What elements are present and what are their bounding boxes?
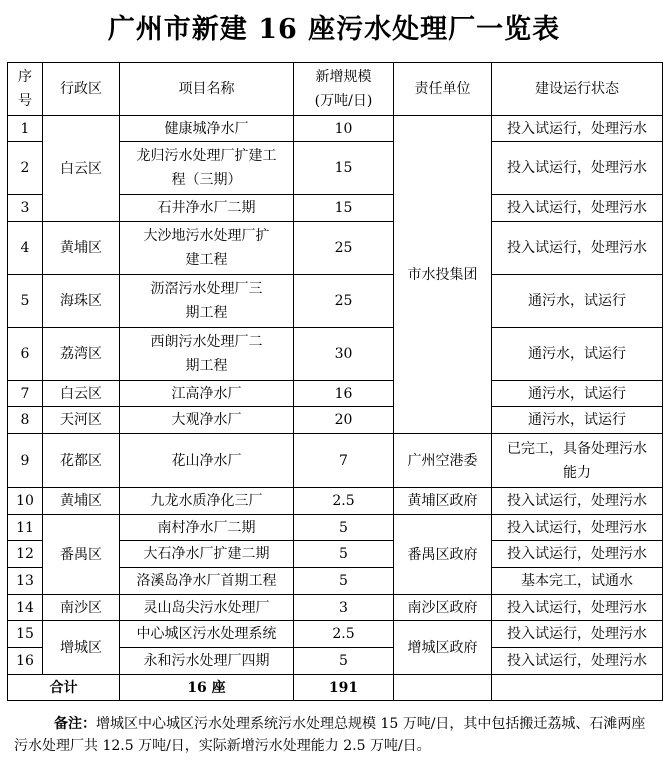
cell-status: 投入试运行，处理污水 [492,116,663,142]
header-capacity: 新增规模(万吨/日) [294,63,394,116]
cell-seq: 14 [8,595,43,621]
cell-seq: 7 [8,381,43,407]
cell-status: 投入试运行，处理污水 [492,595,663,621]
cell-seq: 3 [8,195,43,222]
cell-status: 投入试运行，处理污水 [492,222,663,275]
cell-seq: 15 [8,621,43,648]
cell-capacity: 15 [294,142,394,195]
cell-seq: 13 [8,568,43,595]
header-status: 建设运行状态 [492,63,663,116]
footnote-label: 备注： [54,716,96,732]
cell-project: 大沙地污水处理厂扩建工程 [120,222,294,275]
cell-status: 通污水，试运行 [492,275,663,328]
table-row [8,621,663,648]
cell-district: 南沙区 [43,595,120,621]
cell-status: 投入试运行，处理污水 [492,142,663,195]
table-row [8,515,663,541]
cell-seq: 12 [8,541,43,568]
table-row [8,328,663,381]
cell-unit: 广州空港委 [394,434,492,488]
cell-unit: 增城区政府 [394,621,492,675]
cell-project: 大石净水厂扩建二期 [120,541,294,568]
cell-status: 通污水，试运行 [492,381,663,407]
table-row [8,488,663,515]
cell-project: 健康城净水厂 [120,116,294,142]
cell-district: 黄埔区 [43,488,120,515]
cell-project: 花山净水厂 [120,434,294,488]
cell-capacity: 30 [294,328,394,381]
cell-capacity: 5 [294,648,394,675]
cell-status: 通污水，试运行 [492,328,663,381]
table-row [8,222,663,275]
header-district: 行政区 [43,63,120,116]
cell-capacity: 15 [294,195,394,222]
cell-project: 沥滘污水处理厂三期工程 [120,275,294,328]
total-status-empty [492,675,663,701]
cell-seq: 8 [8,407,43,434]
cell-seq: 10 [8,488,43,515]
cell-project: 洛溪岛净水厂首期工程 [120,568,294,595]
cell-status: 投入试运行，处理污水 [492,488,663,515]
cell-status: 通污水，试运行 [492,407,663,434]
cell-project: 石井净水厂二期 [120,195,294,222]
cell-unit: 南沙区政府 [394,595,492,621]
cell-status: 投入试运行，处理污水 [492,648,663,675]
total-label: 合计 [8,675,120,701]
cell-capacity: 16 [294,381,394,407]
cell-seq: 4 [8,222,43,275]
cell-seq: 9 [8,434,43,488]
cell-capacity: 5 [294,541,394,568]
cell-status: 投入试运行，处理污水 [492,515,663,541]
plant-table [7,62,663,701]
cell-seq: 11 [8,515,43,541]
footnote [14,713,654,757]
total-unit-empty [394,675,492,701]
cell-capacity: 25 [294,275,394,328]
cell-project: 中心城区污水处理系统 [120,621,294,648]
table-row [8,407,663,434]
cell-capacity: 7 [294,434,394,488]
cell-capacity: 5 [294,568,394,595]
table-row [8,381,663,407]
header-project: 项目名称 [120,63,294,116]
footnote-text: 增城区中心城区污水处理系统污水处理总规模 15 万吨/日，其中包括搬迁荔城、石滩两座污水处理厂共 12.5 万吨/日，实际新增污水处理能力 2.5 万吨/日。 [14,716,646,754]
cell-project: 九龙水质净化三厂 [120,488,294,515]
cell-project: 西朗污水处理厂二期工程 [120,328,294,381]
cell-capacity: 10 [294,116,394,142]
cell-status: 投入试运行，处理污水 [492,621,663,648]
cell-district: 海珠区 [43,275,120,328]
page-title: 广州市新建 16 座污水处理厂一览表 [107,14,561,45]
cell-capacity: 2.5 [294,621,394,648]
cell-project: 灵山岛尖污水处理厂 [120,595,294,621]
cell-seq: 1 [8,116,43,142]
table-row [8,434,663,488]
cell-project: 南村净水厂二期 [120,515,294,541]
total-count: 16 座 [120,675,294,701]
cell-unit: 黄埔区政府 [394,488,492,515]
cell-district: 白云区 [43,381,120,407]
cell-capacity: 25 [294,222,394,275]
cell-seq: 6 [8,328,43,381]
table-row [8,595,663,621]
cell-district: 天河区 [43,407,120,434]
header-seq: 序号 [8,63,43,116]
total-capacity: 191 [294,675,394,701]
cell-district: 增城区 [43,621,120,675]
cell-district: 白云区 [43,116,120,222]
cell-status: 投入试运行，处理污水 [492,541,663,568]
cell-district: 番禺区 [43,515,120,595]
cell-unit: 市水投集团 [394,116,492,434]
cell-seq: 5 [8,275,43,328]
cell-status: 投入试运行，处理污水 [492,195,663,222]
cell-capacity: 2.5 [294,488,394,515]
cell-capacity: 5 [294,515,394,541]
cell-district: 黄埔区 [43,222,120,275]
cell-project: 大观净水厂 [120,407,294,434]
header-row [8,63,663,116]
cell-seq: 16 [8,648,43,675]
cell-status: 已完工，具备处理污水能力 [492,434,663,488]
cell-district: 荔湾区 [43,328,120,381]
cell-capacity: 3 [294,595,394,621]
cell-seq: 2 [8,142,43,195]
cell-project: 江高净水厂 [120,381,294,407]
cell-unit: 番禺区政府 [394,515,492,595]
cell-district: 花都区 [43,434,120,488]
cell-capacity: 20 [294,407,394,434]
table-row [8,275,663,328]
header-unit: 责任单位 [394,63,492,116]
total-row [8,675,663,701]
table-row [8,116,663,142]
cell-project: 龙归污水处理厂扩建工程（三期） [120,142,294,195]
cell-status: 基本完工，试通水 [492,568,663,595]
cell-project: 永和污水处理厂四期 [120,648,294,675]
